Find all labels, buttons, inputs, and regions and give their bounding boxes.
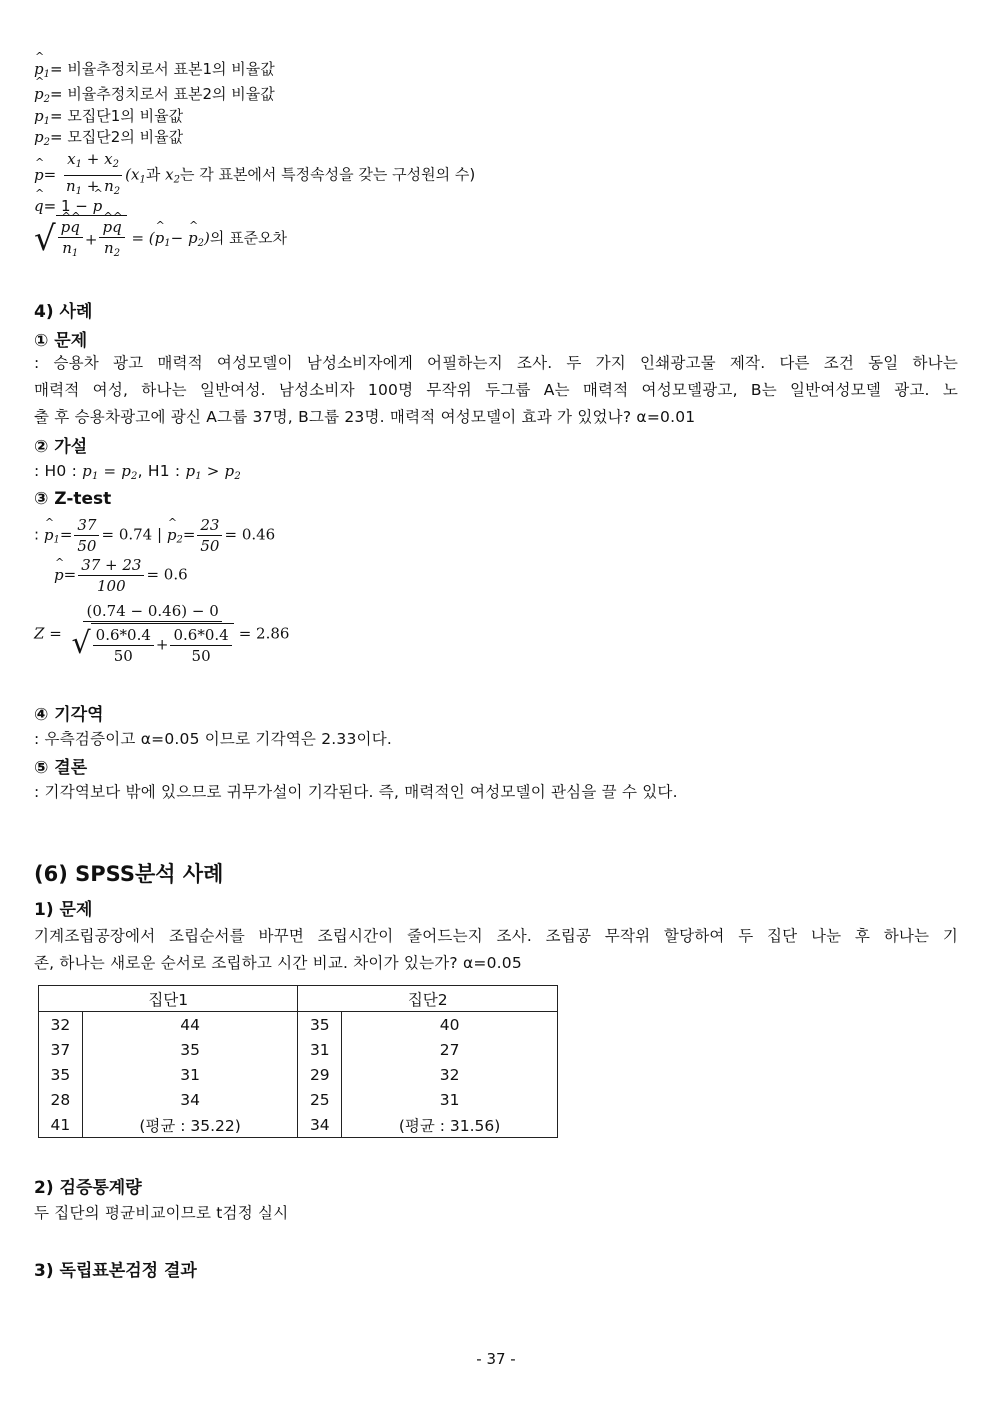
def-p2hat: ^ $p_2=$ 비율추정치로서 표본2의 비율값 bbox=[34, 83, 275, 105]
p2-den: 50 bbox=[200, 537, 220, 555]
def-phat: ^ p= $\frac{x_1 + x_2}{n_1 + n_2}$ ($x_1$과 $x_2$는 각 표본에서 특정속성을 갖는 구성원의 수) bbox=[34, 150, 475, 201]
table-row bbox=[39, 1012, 558, 1038]
table-row bbox=[39, 1062, 558, 1087]
section6-title: (6) SPSS분석 사례 bbox=[34, 862, 224, 886]
p-num: 37 + 23 bbox=[78, 556, 144, 576]
p-value: = 0.6 bbox=[146, 565, 188, 584]
problem-line-2: 매력적 여성, 하나는 일반여성. 남성소비자 100명 무작위 두그룹 A는 매력적 여성모델광고, B는 일반여성모델 광고. 노 bbox=[34, 381, 958, 399]
spss-problem-line-2: 존, 하나는 새로운 순서로 조립하고 시간 비교. 차이가 있는가? α=0.05 bbox=[34, 954, 522, 972]
p1-num: 37 bbox=[74, 516, 99, 536]
table-cell: 32 bbox=[342, 1062, 558, 1087]
data-table bbox=[38, 985, 558, 1138]
def-p1: $p_1=$ 모집단1의 비율값 bbox=[34, 107, 184, 127]
ztest-p-hats: : ^ $p_1=$ $\frac{37}{50}$ = 0.74 | ^ $p_2=$ $\frac{23}{50}$ = 0.46 bbox=[34, 516, 275, 555]
spss-problem-title: 1) 문제 bbox=[34, 900, 93, 920]
critical-region-line: : 우측검증이고 α=0.05 이므로 기각역은 2.33이다. bbox=[34, 730, 393, 748]
z-term-2-den: 50 bbox=[191, 647, 211, 665]
problem-line-3: 출 후 승용차광고에 광신 A그룹 37명, B그룹 23명. 매력적 여성모델이 효과 가 있었나? α=0.01 bbox=[34, 408, 696, 426]
def-qhat-text: = 1 − bbox=[43, 197, 93, 215]
table-cell: 28 bbox=[39, 1087, 83, 1112]
conclusion-line: : 기각역보다 밖에 있으므로 귀무가설이 기각된다. 즉, 매력적인 여성모델이 관심을 끌 수 있다. bbox=[34, 783, 678, 801]
table-cell: 27 bbox=[342, 1037, 558, 1062]
table-cell: 37 bbox=[39, 1037, 83, 1062]
def-p1hat-text: = 비율추정치로서 표본1의 비율값 bbox=[49, 60, 275, 78]
ztest-title: ③ Z-test bbox=[34, 489, 112, 509]
def-phat-mid: 과 bbox=[145, 165, 161, 184]
table-cell: (평균 : 31.56) bbox=[342, 1112, 558, 1138]
table-cell: 40 bbox=[342, 1012, 558, 1038]
table-cell: 25 bbox=[298, 1087, 342, 1112]
table-cell: 34 bbox=[82, 1087, 298, 1112]
test-statistic-title: 2) 검증통계량 bbox=[34, 1178, 142, 1198]
def-se-text: 의 표준오차 bbox=[209, 229, 288, 247]
p2-num: 23 bbox=[197, 516, 222, 536]
table-cell: 32 bbox=[39, 1012, 83, 1038]
table-cell: 35 bbox=[39, 1062, 83, 1087]
table-cell: 34 bbox=[298, 1112, 342, 1138]
table-row bbox=[39, 1087, 558, 1112]
table-cell: 31 bbox=[342, 1087, 558, 1112]
section4-title: 4) 사례 bbox=[34, 302, 93, 322]
table-cell: 35 bbox=[298, 1012, 342, 1038]
ztest-p-pooled: ^ p= $\frac{37 + 23}{100}$ = 0.6 bbox=[54, 556, 188, 595]
def-phat-text: 는 각 표본에서 특정속성을 갖는 구성원의 수) bbox=[179, 165, 476, 184]
spss-problem-line-1: 기계조립공장에서 조립순서를 바꾸면 조립시간이 줄어드는지 조사. 조립공 무작위 할당하여 두 집단 나눈 후 하나는 기 bbox=[34, 927, 958, 945]
h1-label: , H1 : bbox=[137, 462, 186, 480]
p1-value: = 0.74 bbox=[101, 525, 153, 544]
def-p2-text: = 모집단2의 비율값 bbox=[49, 128, 184, 146]
z-term-1: 0.6*0.4 bbox=[93, 626, 154, 646]
table-cell: 35 bbox=[82, 1037, 298, 1062]
z-term-2: 0.6*0.4 bbox=[170, 626, 231, 646]
group2-header: 집단2 bbox=[298, 986, 558, 1012]
table-cell: (평균 : 35.22) bbox=[82, 1112, 298, 1138]
z-value: = 2.86 bbox=[238, 624, 290, 643]
page-number: - 37 - bbox=[476, 1350, 516, 1368]
table-row bbox=[39, 1037, 558, 1062]
table-cell: 41 bbox=[39, 1112, 83, 1138]
test-statistic-line: 두 집단의 평균비교이므로 t검정 실시 bbox=[34, 1204, 289, 1222]
conclusion-title: ⑤ 결론 bbox=[34, 758, 88, 778]
table-cell: 44 bbox=[82, 1012, 298, 1038]
table-cell: 29 bbox=[298, 1062, 342, 1087]
def-p2hat-text: = 비율추정치로서 표본2의 비율값 bbox=[49, 85, 275, 103]
table-cell: 31 bbox=[82, 1062, 298, 1087]
def-qhat: ^ q= 1 − ^ p bbox=[34, 197, 102, 215]
hypothesis-title: ② 가설 bbox=[34, 437, 88, 457]
table-cell: 31 bbox=[298, 1037, 342, 1062]
problem-line-1: : 승용차 광고 매력적 여성모델이 남성소비자에게 어필하는지 조사. 두 가지 인쇄광고물 제작. 다른 조건 동일 하나는 bbox=[34, 354, 958, 372]
critical-region-title: ④ 기각역 bbox=[34, 705, 104, 725]
def-p1hat: ^ $p_1=$ 비율추정치로서 표본1의 비율값 bbox=[34, 58, 275, 80]
def-p2: $p_2=$ 모집단2의 비율값 bbox=[34, 128, 184, 148]
ztest-z-formula: Z = (0.74 − 0.46) − 0 √ $\frac{0.6*0.4}{50}$ + $\frac{0.6*0.4}{50}$ = 2.86 bbox=[34, 602, 290, 665]
p1-den: 50 bbox=[77, 537, 97, 555]
p2-value: = 0.46 bbox=[224, 525, 276, 544]
z-term-1-den: 50 bbox=[113, 647, 133, 665]
p-den: 100 bbox=[97, 577, 126, 595]
table-row bbox=[39, 1112, 558, 1138]
independent-test-title: 3) 독립표본검정 결과 bbox=[34, 1261, 197, 1281]
def-p1-text: = 모집단1의 비율값 bbox=[49, 107, 184, 125]
group1-header: 집단1 bbox=[39, 986, 298, 1012]
problem-title: ① 문제 bbox=[34, 331, 88, 351]
h0-label: : H0 : bbox=[34, 462, 83, 480]
z-numerator: (0.74 − 0.46) − 0 bbox=[83, 602, 221, 622]
hypothesis-line: : H0 : $p_1 = p_2$, H1 : $p_1 > p_2$ bbox=[34, 462, 241, 482]
def-standard-error: √ ^ $\frac{p\^{} q}{n_1}$ + ^ $\frac{p\^{} q}{n_2}$ = (^ $p_1-$ ^ $p_2$)의 표준오차 bbox=[34, 215, 287, 263]
